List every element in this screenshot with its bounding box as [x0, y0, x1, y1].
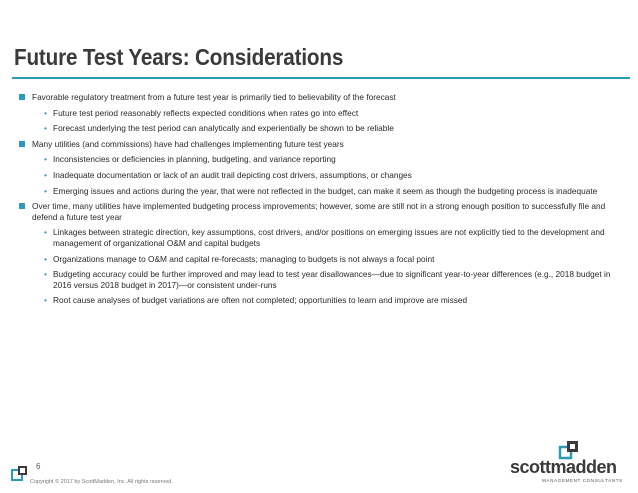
sub-bullet-item [16, 227, 628, 248]
page-number: 6 [36, 462, 41, 471]
dot-bullet-icon: • [44, 295, 47, 306]
bullet-text: Favorable regulatory treatment from a future test year is primarily tied to believability of the forecast [32, 92, 396, 102]
dot-bullet-icon: • [44, 154, 47, 165]
square-bullet-icon [19, 141, 25, 147]
dot-bullet-icon: • [44, 227, 47, 238]
dot-bullet-icon: • [44, 123, 47, 134]
title-divider [12, 77, 630, 79]
bullet-item [16, 201, 628, 222]
sub-bullet-item [16, 295, 628, 306]
bullet-text: Many utilities (and commissions) have had challenges implementing future test years [32, 138, 344, 149]
sub-bullet-text: Root cause analyses of budget variations are often not completed; opportunities to learn and improve are missed [53, 295, 468, 306]
square-bullet-icon [19, 203, 25, 209]
copyright-text: Copyright © 2017 by ScottMadden, Inc. All rights reserved. [30, 479, 173, 485]
sub-bullet-text: Future test period reasonably reflects expected conditions when rates go into effect [53, 107, 359, 118]
sub-bullet-item [16, 254, 628, 265]
sub-bullet-text: Inadequate documentation or lack of an audit trail depicting cost drivers, assumptions, or changes [53, 169, 412, 180]
slide-title: Future Test Years: Considerations [14, 44, 344, 70]
sub-bullet-text: Inconsistencies or deficiencies in planning, budgeting, and variance reporting [53, 154, 336, 165]
sub-bullet-item [16, 269, 628, 290]
sub-bullet-item [16, 123, 628, 134]
dot-bullet-icon: • [44, 107, 47, 118]
sub-bullet-item [16, 186, 628, 197]
sub-bullet-text: Emerging issues and actions during the year, that were not reflected in the budget, can make it seem as though the budgeting process is inadequate [53, 185, 598, 196]
dot-bullet-icon: • [44, 169, 47, 180]
bullet-item [16, 139, 628, 150]
sub-bullet-text: Organizations manage to O&M and capital re-forecasts; managing to budgets is not always a focal point [53, 253, 435, 264]
scottmadden-logo [510, 440, 630, 488]
bullet-text: Over time, many utilities have implemented budgeting process improvements; however, some are still not in a strong enough position to successfully file and defend a future test year [32, 201, 606, 222]
bullet-item [16, 92, 628, 103]
footer-logo-icon [11, 465, 31, 483]
logo-wordmark: scottmadden [510, 457, 617, 477]
sub-bullet-text: Budgeting accuracy could be further improved and may lead to test year disallowances—due to significant year-to-year differences (e.g., 2018 budget in 2016 versus 2018 budget in 2017)—or consistent under-runs [53, 269, 611, 290]
dot-bullet-icon: • [44, 253, 47, 264]
sub-bullet-text: Linkages between strategic direction, key assumptions, cost drivers, and/or positions on emerging issues are not explicitly tied to the development and management of organizational O&M and capital budgets [53, 227, 605, 248]
logo-tagline: MANAGEMENT CONSULTANTS [542, 478, 623, 483]
bullet-list [16, 92, 628, 311]
sub-bullet-text: Forecast underlying the test period can analytically and experientially be shown to be reliable [53, 123, 394, 134]
sub-bullet-item [16, 170, 628, 181]
square-bullet-icon [19, 94, 25, 100]
dot-bullet-icon: • [44, 269, 47, 280]
dot-bullet-icon: • [44, 185, 47, 196]
sub-bullet-item [16, 108, 628, 119]
sub-bullet-item [16, 154, 628, 165]
